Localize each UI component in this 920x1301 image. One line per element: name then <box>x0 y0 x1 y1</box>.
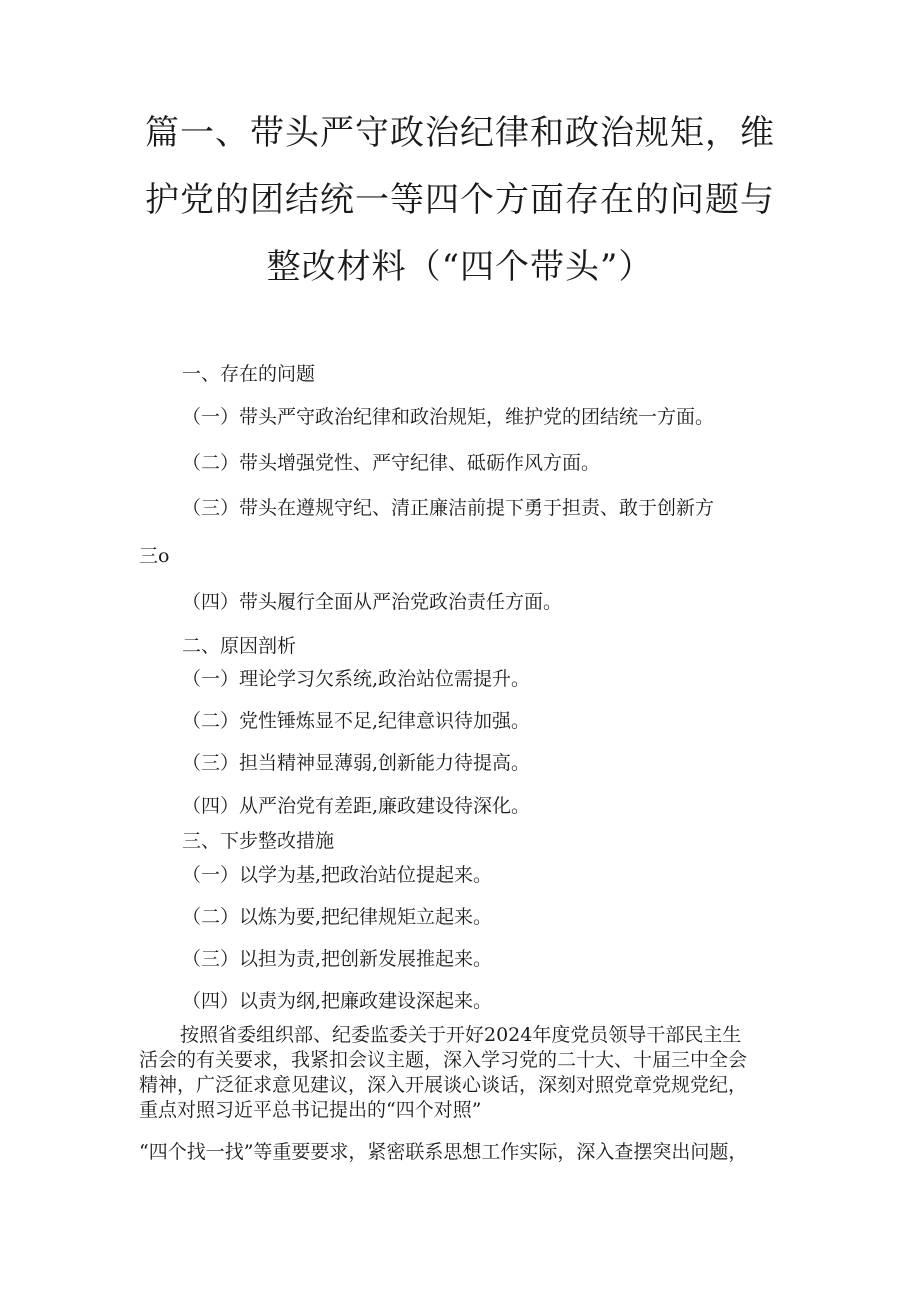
document-title-line-2: 护党的团结统一等四个方面存在的问题与 <box>145 180 775 220</box>
section-heading-causes: 二、原因剖析 <box>182 635 297 657</box>
paragraph-line-4: 重点对照习近平总书记提出的“四个对照” <box>139 1099 482 1121</box>
paragraph-line-2: 活会的有关要求，我紧扣会议主题，深入学习党的二十大、十届三中全会 <box>139 1049 748 1071</box>
problem-item-2: （二）带头增强党性、严守纪律、砥砺作风方面。 <box>182 452 601 474</box>
measure-item-3: （三）以担为责,把创新发展推起来。 <box>182 948 493 970</box>
cause-item-2: （二）党性锤炼显不足,纪律意识待加强。 <box>182 710 531 732</box>
document-title-line-3: 整改材料（“四个带头”） <box>266 247 654 287</box>
measure-item-2: （二）以炼为要,把纪律规矩立起来。 <box>182 906 493 928</box>
measure-item-4: （四）以责为纲,把廉政建设深起来。 <box>182 990 493 1012</box>
section-heading-measures: 三、下步整改措施 <box>182 830 335 852</box>
section-heading-problems: 一、存在的问题 <box>182 363 316 385</box>
problem-item-3: （三）带头在遵规守纪、清正廉洁前提下勇于担责、敢于创新方 <box>182 497 715 519</box>
document-title-line-1: 篇一、带头严守政治纪律和政治规矩，维 <box>145 113 775 153</box>
cause-item-4: （四）从严治党有差距,廉政建设待深化。 <box>182 795 531 817</box>
paragraph-line-1: 按照省委组织部、纪委监委关于开好2024年度党员领导干部民主生 <box>180 1024 742 1046</box>
paragraph-line-3: 精神，广泛征求意见建议，深入开展谈心谈话，深刻对照党章党规党纪， <box>139 1074 748 1096</box>
cause-item-1: （一）理论学习欠系统,政治站位需提升。 <box>182 668 531 690</box>
problem-item-1: （一）带头严守政治纪律和政治规矩，维护党的团结统一方面。 <box>182 406 715 428</box>
problem-item-4: （四）带头履行全面从严治党政治责任方面。 <box>182 591 563 613</box>
measure-item-1: （一）以学为基,把政治站位提起来。 <box>182 864 493 886</box>
problem-item-3-continuation: 三o <box>139 545 170 567</box>
paragraph-line-5: “四个找一找”等重要要求，紧密联系思想工作实际，深入查摆突出问题， <box>139 1141 748 1163</box>
cause-item-3: （三）担当精神显薄弱,创新能力待提高。 <box>182 752 531 774</box>
